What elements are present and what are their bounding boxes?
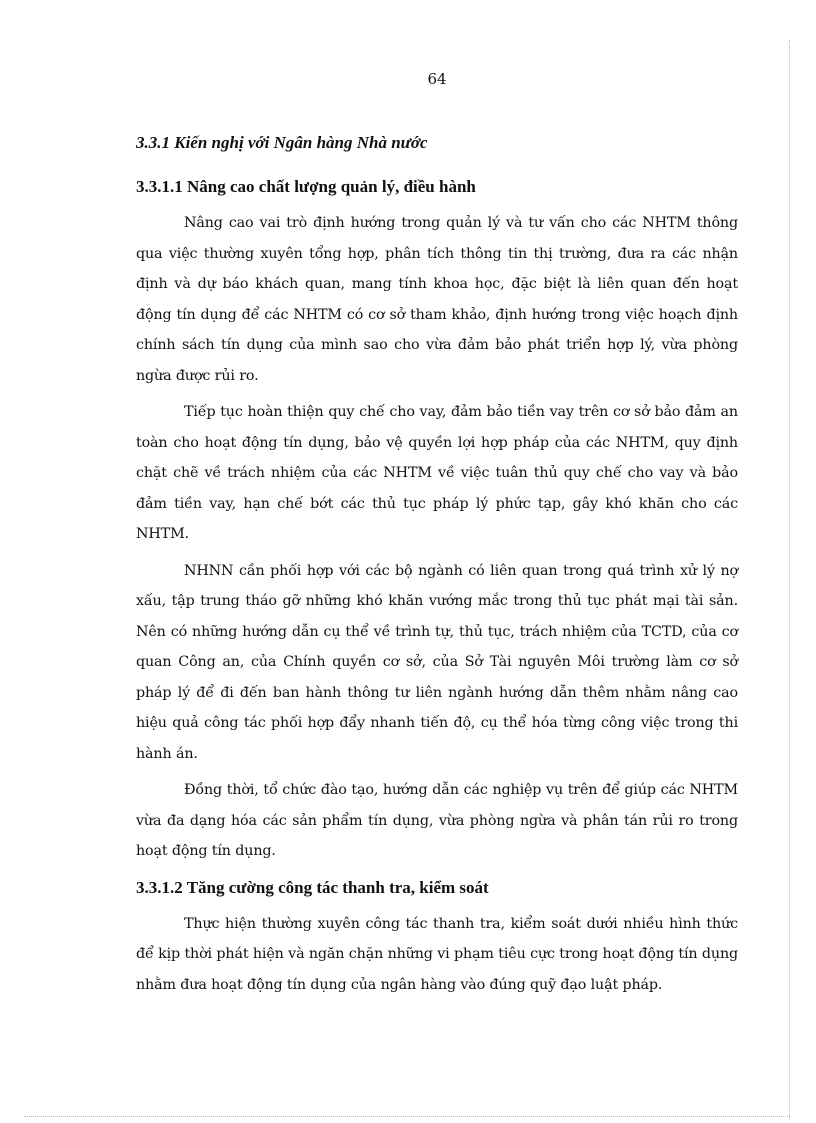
subsection-heading: 3.3.1.2 Tăng cường công tác thanh tra, kiểm soát [136,877,489,897]
paragraph: Nâng cao vai trò định hướng trong quản lý và tư vấn cho các NHTM thông qua việc thường xuyên tổng hợp, phân tích thông tin thị trường, đưa ra các nhận định và dự báo khách quan, mang tính khoa học, đặc biệt là liên quan đến hoạt động tín dụng để các NHTM có cơ sở tham khảo, định hướng trong việc hoạch định chính sách tín dụng của mình sao cho vừa đảm bảo phát triển hợp lý, vừa phòng ngừa được rủi ro. [136,215,738,384]
page-border-bottom [24,1116,790,1117]
paragraph: Đồng thời, tổ chức đào tạo, hướng dẫn các nghiệp vụ trên để giúp các NHTM vừa đa dạng hóa các sản phẩm tín dụng, vừa phòng ngừa và phân tán rủi ro trong hoạt động tín dụng. [136,782,738,859]
document-body [136,128,738,1006]
paragraph: NHNN cần phối hợp với các bộ ngành có liên quan trong quá trình xử lý nợ xấu, tập trung tháo gỡ những khó khăn vướng mắc trong thủ tục phát mại tài sản. Nên có những hướng dẫn cụ thể về trình tự, thủ tục, trách nhiệm của TCTD, của cơ quan Công an, của Chính quyền cơ sở, của Sở Tài nguyên Môi trường làm cơ sở pháp lý để đi đến ban hành thông tư liên ngành hướng dẫn thêm nhằm nâng cao hiệu quả công tác phối hợp đẩy nhanh tiến độ, cụ thể hóa từng công việc trong thi hành án. [136,562,738,762]
section-heading: 3.3.1 Kiến nghị với Ngân hàng Nhà nước [136,133,428,152]
paragraph: Tiếp tục hoàn thiện quy chế cho vay, đảm bảo tiền vay trên cơ sở bảo đảm an toàn cho hoạt động tín dụng, bảo vệ quyền lợi hợp pháp của các NHTM, quy định chặt chẽ về trách nhiệm của các NHTM về việc tuân thủ quy chế cho vay và bảo đảm tiền vay, hạn chế bớt các thủ tục pháp lý phức tạp, gây khó khăn cho các NHTM. [136,404,738,542]
paragraph: Thực hiện thường xuyên công tác thanh tra, kiểm soát dưới nhiều hình thức để kịp thời phát hiện và ngăn chặn những vi phạm tiêu cực trong hoạt động tín dụng nhằm đưa hoạt động tín dụng của ngân hàng vào đúng quỹ đạo luật pháp. [136,915,738,993]
page-border-right [789,40,790,1120]
subsection-2 [136,873,738,1001]
page-number: 64 [427,70,447,88]
subsection-heading: 3.3.1.1 Nâng cao chất lượng quản lý, điều hành [136,177,476,196]
subsection-1 [136,172,738,867]
